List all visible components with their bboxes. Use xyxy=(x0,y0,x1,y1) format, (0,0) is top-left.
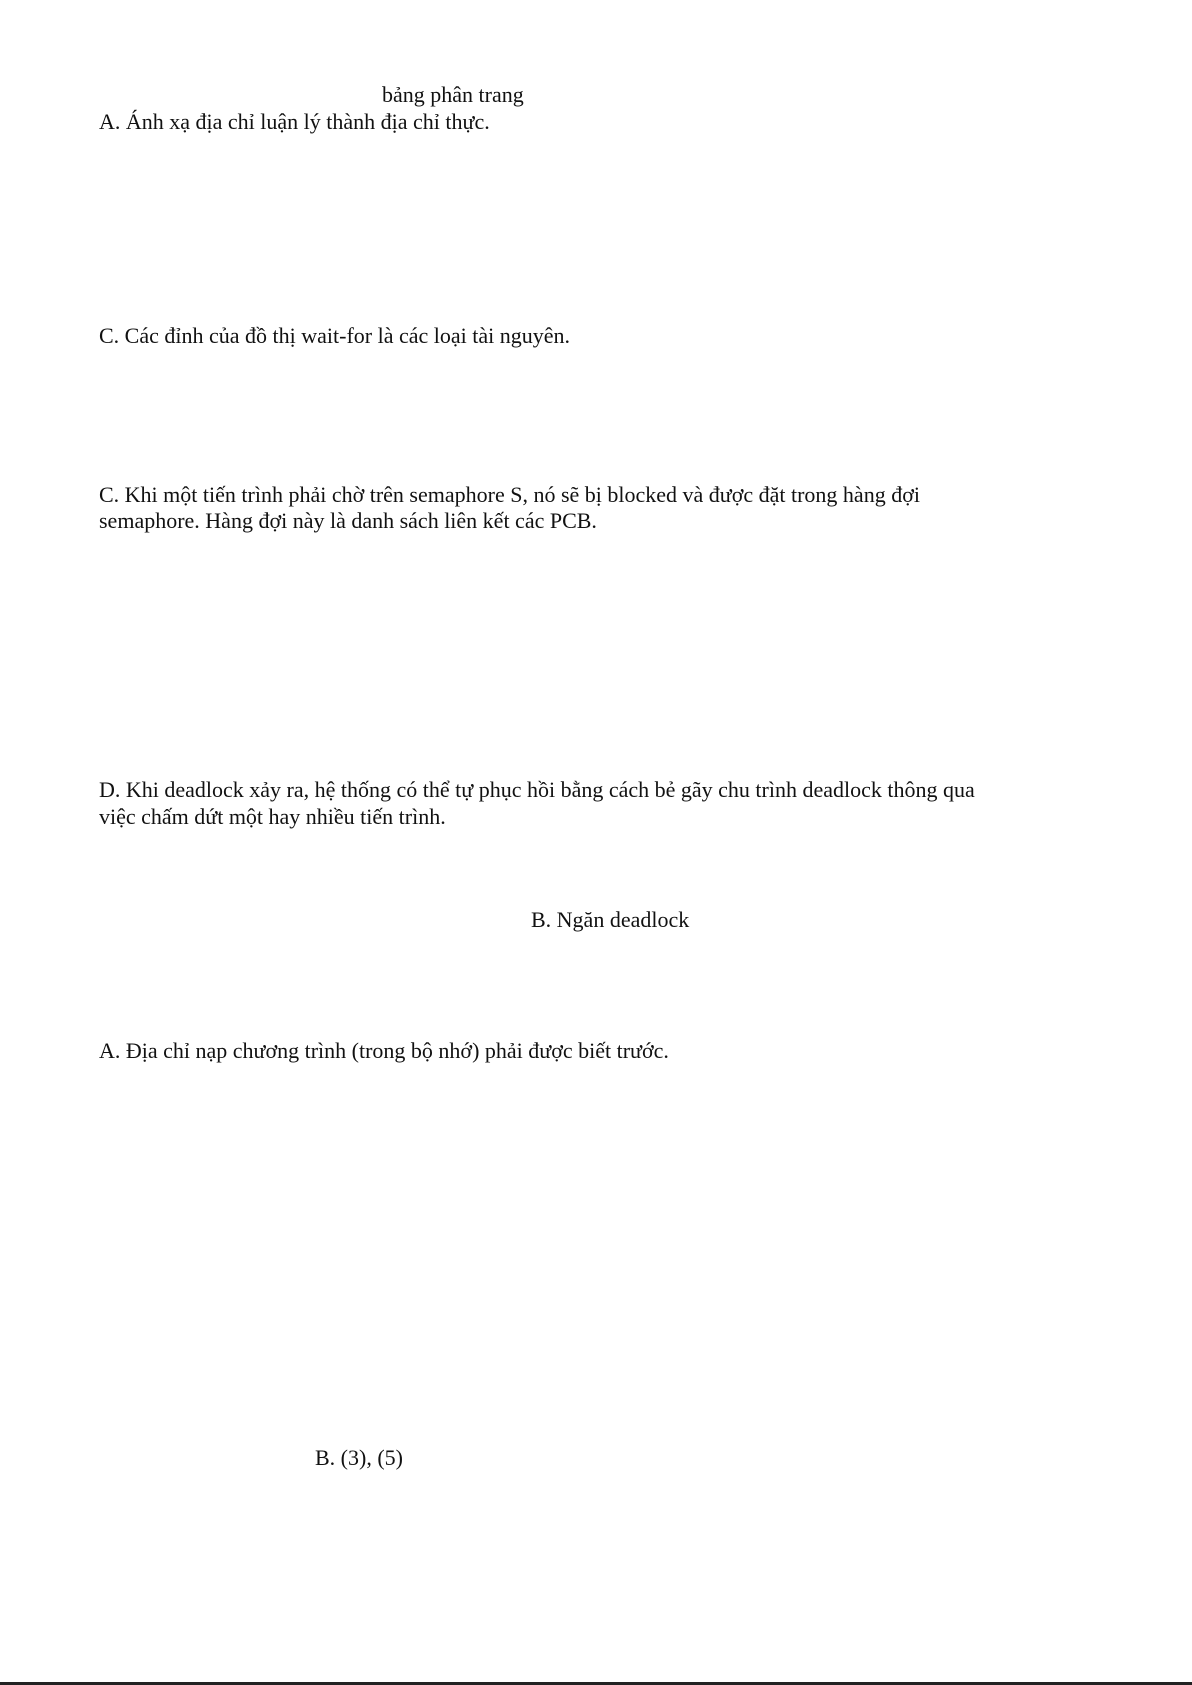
text-line: C. Khi một tiến trình phải chờ trên semaphore S, nó sẽ bị blocked và được đặt trong hàng đợi xyxy=(99,482,920,507)
text-line: D. Khi deadlock xảy ra, hệ thống có thể tự phục hồi bằng cách bẻ gãy chu trình deadlock thông qua xyxy=(99,777,975,802)
text-line: semaphore. Hàng đợi này là danh sách liên kết các PCB. xyxy=(99,508,597,533)
text-line: A. Ánh xạ địa chỉ luận lý thành địa chỉ thực. xyxy=(99,109,490,134)
text-line: bảng phân trang xyxy=(382,82,524,107)
text-line: việc chấm dứt một hay nhiều tiến trình. xyxy=(99,804,446,829)
text-line: A. Địa chỉ nạp chương trình (trong bộ nhớ) phải được biết trước. xyxy=(99,1038,669,1063)
text-line: B. Ngăn deadlock xyxy=(531,907,690,932)
text-line: C. Các đỉnh của đồ thị wait-for là các loại tài nguyên. xyxy=(99,323,571,348)
text-line: B. (3), (5) xyxy=(315,1445,403,1470)
